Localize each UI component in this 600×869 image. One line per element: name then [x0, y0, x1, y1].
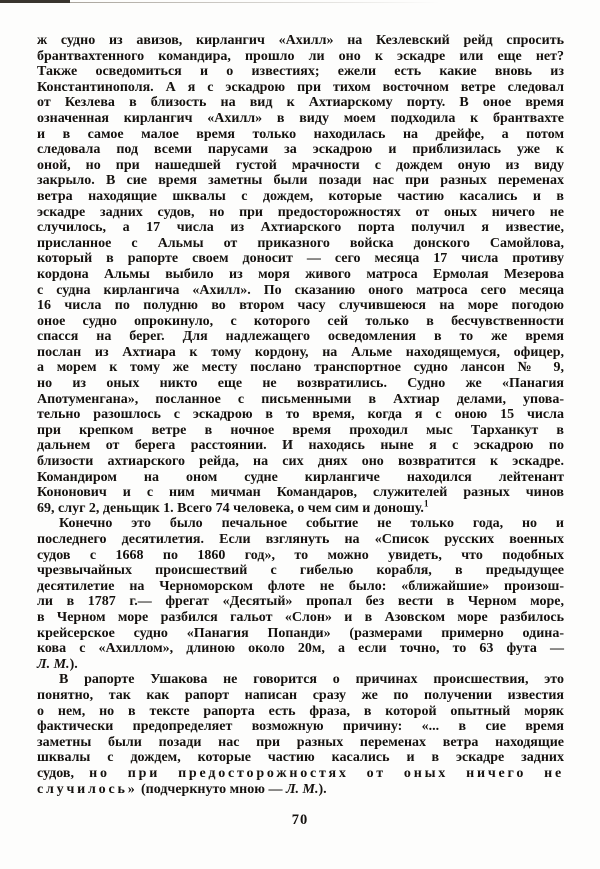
text-line: случилось, а 17 числа из Ахтиарского порта получил я известие, — [37, 220, 564, 236]
text-line: следовала под всеми парусами за эскадрою и приблизилась уже к — [37, 142, 564, 158]
styled-text: случилось» — [37, 781, 138, 797]
styled-text: Л. М. — [285, 781, 319, 797]
text-line: Конечно это было печальное событие не только года, но и — [59, 516, 564, 532]
scan-artifact-line — [0, 0, 70, 3]
text-line: который в рапорте своем доносит — сего месяца 17 числа противу — [37, 251, 564, 267]
text-line: но из оных никто еще не возвратились. Судно же «Панагия — [37, 376, 564, 392]
text-line: ж судно из авизов, кирлангич «Ахилл» на Кезлевский рейд спросить — [37, 33, 564, 48]
text-line: в Черном море разбился гальот «Слон» и в Азовском море разбилось — [37, 609, 564, 625]
text-line: В рапорте Ушакова не говорится о причинах происшествия, это — [59, 672, 564, 688]
text-line: закрыло. В сие время заметны были позади нас при разных переменах — [37, 173, 564, 189]
paragraph — [37, 33, 564, 516]
text-line: Командиром на оном судне кирлангиче находился лейтенант — [37, 469, 564, 485]
text-line: кова с «Ахиллом», длиною около 20м, а если точно, то 63 фута — — [37, 641, 564, 657]
text-line: Апотуменгана», посланное с письменными в Ахтиар делами, упова- — [37, 391, 564, 407]
text-line: о нем, но в тексте рапорта есть фраза, в которой опытный моряк — [37, 703, 564, 719]
text-line: шквалы с дождем, которые частию касались и в эскадре задних — [37, 750, 564, 766]
text-line: судов с 1668 по 1860 год», то можно увидеть, что подобных — [37, 547, 564, 563]
scan-artifact-line-faint — [70, 2, 440, 3]
text-line: заметны были позади нас при разных переменах ветра находящие — [37, 734, 564, 750]
text-line: брантвахтенного командира, прошло ли оно к эскадре или еще нет? — [37, 48, 564, 64]
text-line: случилось» (подчеркнуто мною — Л. М.). — [37, 781, 327, 797]
text-line: оной, но при нашедшей густой мрачности с дождем оную из виду — [37, 157, 564, 173]
page-text — [37, 33, 564, 797]
text-line: а морем к тому же месту послано транспортное судно лансон № 9, — [37, 360, 564, 376]
text-line: означенная кирлангич «Ахилл» в виду моем подходила к брантвахте — [37, 110, 564, 126]
text-line: и в самое малое время только находилась на дрейфе, а потом — [37, 126, 564, 142]
page-number: 70 — [291, 812, 309, 828]
text-line: 69, слуг 2, деньщик 1. Всего 74 человека, о чем сим и доношу.$^1$ — [37, 498, 429, 516]
styled-text: но при предосторожностях от оных ничего не — [89, 765, 564, 781]
text-line: последнего десятилетия. Если взглянуть на «Список русских военных — [37, 532, 564, 547]
text-line: ветра находящие шквалы с дождем, которые частию касались и в — [37, 188, 564, 204]
text-line: от Кезлева в близость на вид к Ахтиарскому порту. В оное время — [37, 95, 564, 111]
text-line: близости ахтиарского рейда, на сих днях оно возвратится к эскадре. — [37, 454, 564, 470]
text-line: оное судно опрокинуло, с которого сей только в бесчувственности — [37, 313, 564, 329]
paragraph — [37, 672, 564, 797]
text-line: Константинополя. А я с эскадрою при тихом восточном ветре следовал — [37, 79, 564, 95]
text-line: Л. М.). — [37, 656, 78, 672]
text-line: тельно разошлось с эскадрою в то время, когда я с оною 15 числа — [37, 407, 564, 423]
text-line: ли в 1787 г.— фрегат «Десятый» пропал без вести в Черном море, — [37, 594, 564, 610]
text-line: при крепком ветре в ночное время проходил мыс Тарханкут в — [37, 422, 564, 438]
text-line: кордона Альмы выбило из моря живого матроса Ермолая Мезерова — [37, 266, 564, 282]
text-line: Кононович и с ним мичман Командаров, служителей разных чинов — [37, 485, 564, 501]
text-line: понятно, так как рапорт написан сразу же по получении известия — [37, 687, 564, 703]
text-line: дальнем от берега расстоянии. И находясь ныне я с эскадрою по — [37, 438, 564, 454]
text-line: судов, но при предосторожностях от оных ничего не — [37, 765, 564, 781]
text-line: послан из Ахтиара к тому кордону, на Альме находящемуся, офицер, — [37, 344, 564, 360]
text-line: крейсерское судно «Панагия Попанди» (размерами примерно одина- — [37, 625, 564, 641]
paragraph — [37, 516, 564, 672]
text-line: эскадре задних судов, но при предосторожностях от оных ничего не — [37, 204, 564, 220]
text-line: фактически предопределяет возможную причину: «... в сие время — [37, 719, 564, 735]
text-line: чрезвычайных происшествий с гибелью корабля, в предыдущее — [37, 563, 564, 579]
text-line: присланное с Альмы от приказного войска донского Самойлова, — [37, 235, 564, 251]
text-line: Также осведомиться и о известиях; ежели есть какие вновь из — [37, 64, 564, 80]
text-line: с судна кирлангича «Ахилл». По сказанию оного матроса сего месяца — [37, 282, 564, 298]
text-line: 16 числа по полудню во втором часу случившеюся на море погодою — [37, 298, 564, 314]
footnote-marker: 1 — [423, 498, 429, 509]
text-line: спасся на берег. Для надлежащего осведомления в то же время — [37, 329, 564, 345]
styled-text: Л. М. — [37, 656, 70, 672]
text-line: десятилетие на Черноморском флоте не было: «ближайшие» произош- — [37, 578, 564, 594]
